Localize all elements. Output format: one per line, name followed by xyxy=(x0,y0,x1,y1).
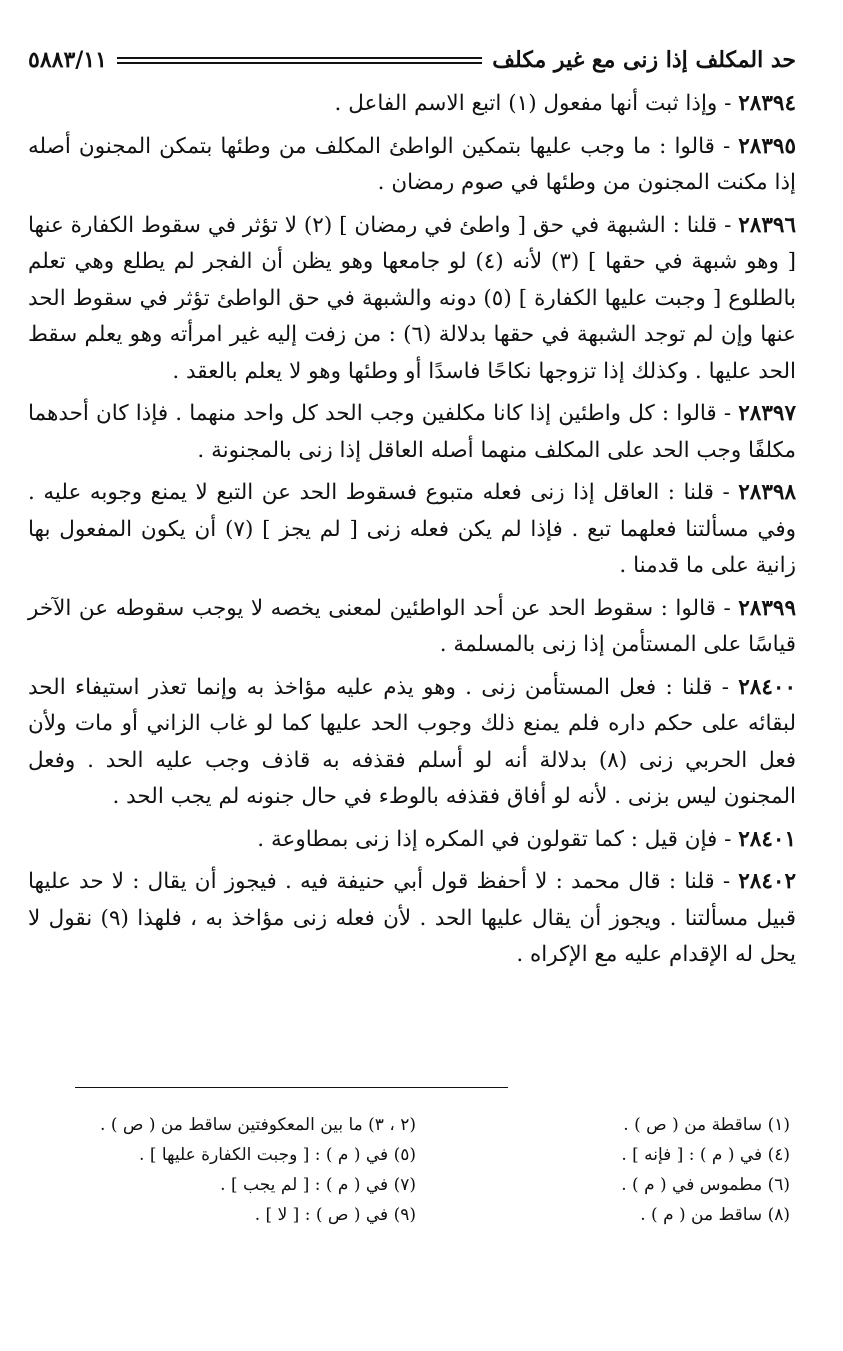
paragraph xyxy=(28,475,796,585)
paragraph xyxy=(28,129,796,202)
footnote-separator xyxy=(75,1087,508,1088)
paragraph-number: ٢٨٣٩٤ xyxy=(738,91,796,116)
paragraph-text: - فإن قيل : كما تقولون في المكره إذا زنى بمطاوعة . xyxy=(257,826,739,852)
paragraph-number: ٢٨٤٠١ xyxy=(738,826,796,852)
paragraph xyxy=(28,208,796,391)
footnote: (٩) في ( ص ) : [ لا ] . xyxy=(254,1205,416,1225)
paragraph-text: - قلنا : العاقل إذا زنى فعله متبوع فسقوط الحد عن التبع لا يمنع وجوبه عليه . وفي مسألتنا فعلهما تبع . فإذا لم يكن فعله زنى [ لم يجز ] (٧) أن يكون المفعول بها زانية على ما قدمنا . xyxy=(28,480,796,578)
paragraph-text: - قالوا : ما وجب عليها بتمكين الواطئ المكلف من وطئها بتمكن المجنون أصله إذا مكنت المجنون من وطئها في صوم رمضان . xyxy=(28,133,796,195)
footnote: (٢ ، ٣) ما بين المعكوفتين ساقط من ( ص ) . xyxy=(100,1115,416,1135)
paragraph-number: ٢٨٣٩٩ xyxy=(738,595,796,621)
document-page xyxy=(28,40,796,980)
footnote: (٧) في ( م ) : [ لم يجب ] . xyxy=(220,1175,416,1195)
header-double-rule xyxy=(117,57,482,64)
paragraph-text: - قالوا : سقوط الحد عن أحد الواطئين لمعنى يخصه لا يوجب سقوطه عن الآخر قياسًا على المستأمن إذا زنى بالمسلمة . xyxy=(28,595,796,657)
footnote-row xyxy=(28,1200,796,1230)
paragraph-number: ٢٨٤٠٢ xyxy=(738,869,796,894)
paragraph-number: ٢٨٣٩٦ xyxy=(738,212,796,238)
footnote-row xyxy=(28,1170,796,1200)
paragraph-number: ٢٨٣٩٧ xyxy=(738,401,796,426)
paragraph-text: - قالوا : كل واطئين إذا كانا مكلفين وجب الحد كل واحد منهما . فإذا كان أحدهما مكلفًا وجب الحد على المكلف منهما أصله العاقل إذا زنى بالمجنونة . xyxy=(28,401,796,463)
footnote-row xyxy=(28,1140,796,1170)
footnotes xyxy=(28,1110,796,1230)
paragraph xyxy=(28,591,796,664)
footnote: (٤) في ( م ) : [ فإنه ] . xyxy=(621,1145,790,1165)
footnote: (٨) ساقط من ( م ) . xyxy=(640,1205,790,1225)
paragraph-number: ٢٨٣٩٥ xyxy=(738,133,796,159)
paragraph-number: ٢٨٣٩٨ xyxy=(738,480,796,505)
footnote: (٦) مطموس في ( م ) . xyxy=(621,1175,790,1195)
paragraph-text: - قلنا : قال محمد : لا أحفظ قول أبي حنيفة فيه . فيجوز أن يقال : لا حد عليها قبيل مسألتنا . ويجوز أن يقال عليها الحد . لأن فعله زنى مؤاخذ به ، فلهذا (٩) نقول لا يحل له الإقدام عليه مع الإكراه . xyxy=(28,869,797,967)
paragraph xyxy=(28,822,796,859)
page-number: ٥٨٨٣/١١ xyxy=(28,47,107,73)
paragraph xyxy=(28,864,796,974)
running-title: حد المكلف إذا زنى مع غير مكلف xyxy=(492,47,796,73)
footnote: (١) ساقطة من ( ص ) . xyxy=(623,1115,790,1135)
paragraph xyxy=(28,396,796,469)
footnote-row xyxy=(28,1110,796,1140)
paragraph-text: - قلنا : الشبهة في حق [ واطئ في رمضان ] (٢) لا تؤثر في سقوط الكفارة عنها [ وهو شبهة في حقها ] (٣) لأنه (٤) لو جامعها وهو يظن أن الفجر لم يطلع وهي تعلم بالطلوع [ وجبت عليها الكفارة ] (٥) دونه والشبهة في حق الواطئ تؤثر في سقوط الحد عنها وإن لم توجد الشبهة في حقها بدلالة (٦) : من زفت إليه غير امرأته وهو يعلم سقط الحد عليها . وكذلك إذا تزوجها نكاحًا فاسدًا أو وطئها وهو لا يعلم بالعقد . xyxy=(28,212,797,384)
paragraph-number: ٢٨٤٠٠ xyxy=(738,674,796,700)
paragraph xyxy=(28,86,796,123)
page-header xyxy=(28,40,796,80)
footnote: (٥) في ( م ) : [ وجبت الكفارة عليها ] . xyxy=(139,1145,416,1165)
paragraph xyxy=(28,670,796,816)
paragraph-text: - قلنا : فعل المستأمن زنى . وهو يذم عليه مؤاخذ به وإنما تعذر استيفاء الحد لبقائه على حكم داره فلم يمنع ذلك وجوب الحد عليها كما لو غاب الزاني أو مات ولأن فعل الحربي زنى (٨) بدلالة أنه لو أسلم فقذفه به قاذف وجب عليه الحد . وفعل المجنون ليس بزنى . لأنه لو أفاق فقذفه بالوطء في حال جنونه لم يجب الحد . xyxy=(28,674,797,809)
paragraph-text: - وإذا ثبت أنها مفعول (١) اتبع الاسم الفاعل . xyxy=(334,91,739,116)
